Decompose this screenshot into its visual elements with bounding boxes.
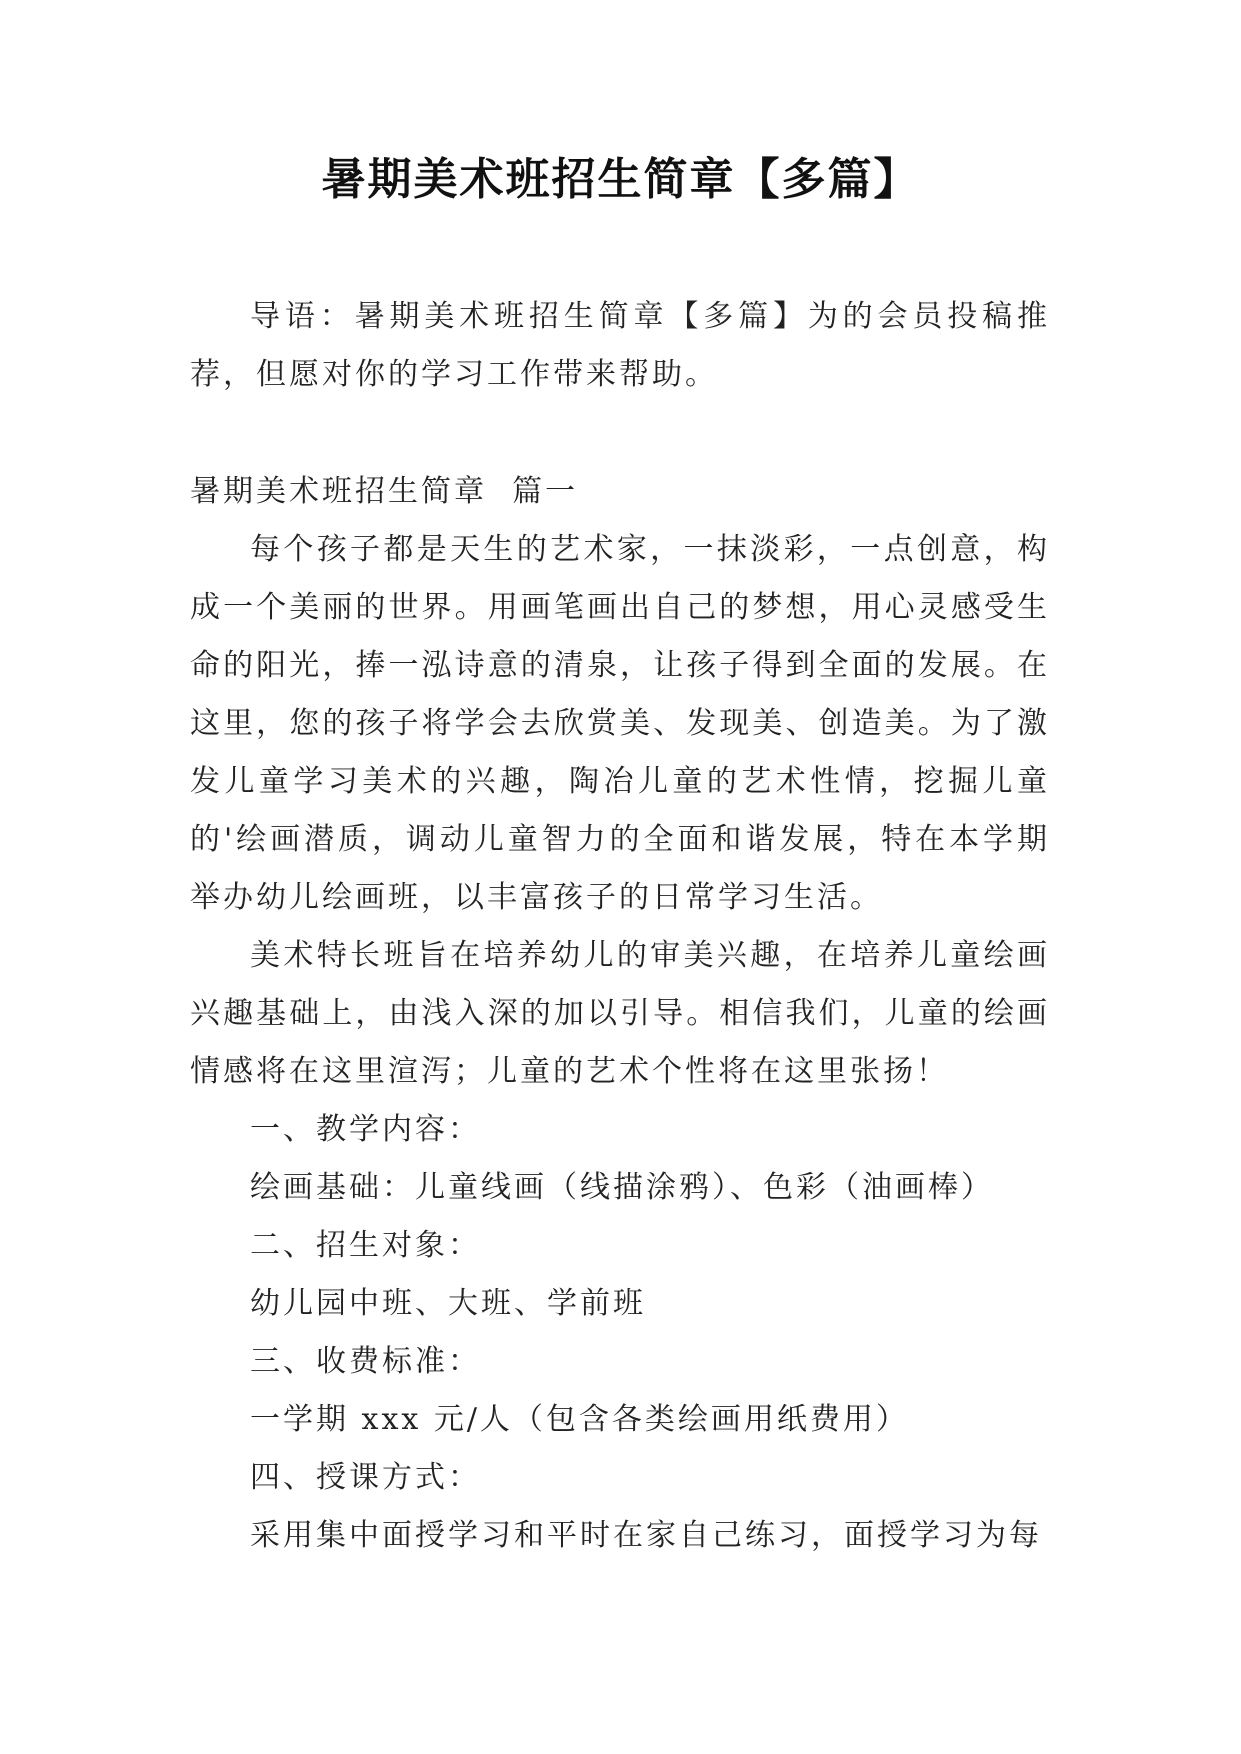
intro-paragraph: 导语：暑期美术班招生简章【多篇】为的会员投稿推荐，但愿对你的学习工作带来帮助。 bbox=[190, 299, 1050, 392]
list-heading-fee-standard: 三、收费标准： bbox=[250, 1344, 481, 1379]
list-heading-teaching-content: 一、教学内容： bbox=[250, 1112, 481, 1147]
list-item-teaching-method: 采用集中面授学习和平时在家自己练习，面授学习为每 bbox=[250, 1518, 1042, 1553]
list-heading-teaching-method: 四、授课方式： bbox=[250, 1460, 481, 1495]
intro-block bbox=[190, 288, 1050, 404]
list-item-enrollment-target: 幼儿园中班、大班、学前班 bbox=[250, 1286, 646, 1321]
page-title: 暑期美术班招生简章【多篇】 bbox=[321, 154, 920, 205]
list-item-teaching-content: 绘画基础：儿童线画（线描涂鸦）、色彩（油画棒） bbox=[250, 1170, 994, 1205]
paragraph: 美术特长班旨在培养幼儿的审美兴趣，在培养儿童绘画兴趣基础上，由浅入深的加以引导。相信我们，儿童的绘画情感将在这里渲泻；儿童的艺术个性将在这里张扬！ bbox=[190, 938, 1050, 1089]
paragraph: 每个孩子都是天生的艺术家，一抹淡彩，一点创意，构成一个美丽的世界。用画笔画出自己的梦想，用心灵感受生命的阳光，捧一泓诗意的清泉，让孩子得到全面的发展。在这里，您的孩子将学会去欣赏美、发现美、创造美。为了激发儿童学习美术的兴趣，陶冶儿童的艺术性情，挖掘儿童的'绘画潜质，调动儿童智力的全面和谐发展，特在本学期举办幼儿绘画班，以丰富孩子的日常学习生活。 bbox=[190, 532, 1050, 915]
list-item-fee-standard: 一学期 xxx 元/人（包含各类绘画用纸费用） bbox=[250, 1402, 909, 1437]
list-heading-enrollment-target: 二、招生对象： bbox=[250, 1228, 481, 1263]
section-heading: 暑期美术班招生简章 篇一 bbox=[190, 474, 579, 509]
section-one bbox=[190, 463, 1050, 1565]
